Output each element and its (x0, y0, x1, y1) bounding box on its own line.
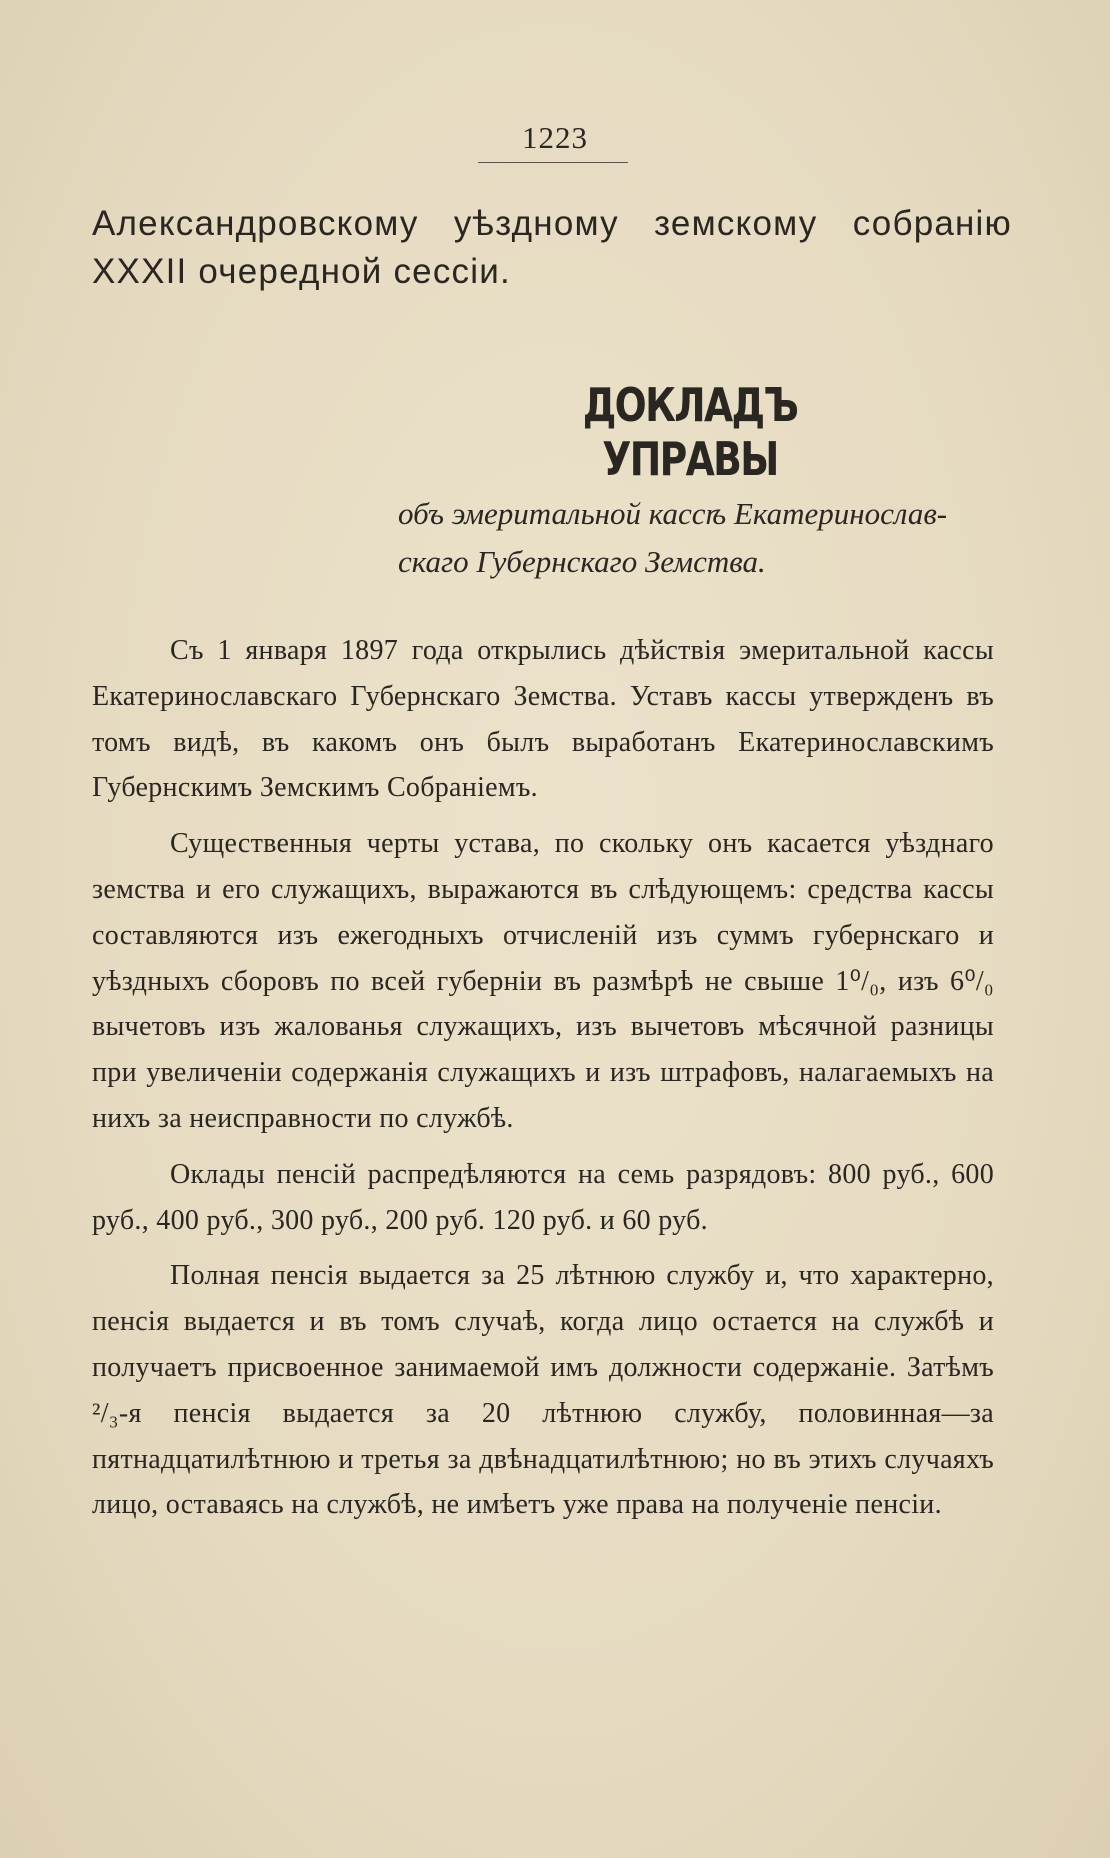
report-subtitle (398, 490, 1018, 586)
page-number-rule (478, 162, 628, 163)
paragraph-1: Съ 1 января 1897 года открылись дѣйствія эмеритальной кассы Екатеринославскаго Губернскаго Земства. Уставъ кассы утвержденъ въ томъ видѣ, въ какомъ онъ былъ выработанъ Екатеринославскимъ Губернскимъ Земскимъ Собраніемъ. (92, 635, 994, 804)
paragraph-2: Существенныя черты устава, по скольку онъ касается уѣзднаго земства и его служащихъ, выражаются въ слѣдующемъ: средства кассы составляются изъ ежегодныхъ отчисленій изъ суммъ губернскаго и уѣздныхъ сборовъ по всей губерніи въ размѣрѣ не свыше 1⁰/₀, изъ 6⁰/₀ вычетовъ изъ жалованья служащихъ, изъ вычетовъ мѣсячной разницы при увеличеніи содержанія служащихъ и изъ штрафовъ, налагаемыхъ на нихъ за неисправности по службѣ. (92, 828, 994, 1134)
paragraph-4: Полная пенсія выдается за 25 лѣтнюю службу и, что характерно, пенсія выдается и въ томъ случаѣ, когда лицо остается на службѣ и получаетъ присвоенное занимаемой имъ должности содержаніе. Затѣмъ ²/₃-я пенсія выдается за 20 лѣтнюю службу, половинная—за пятнадцатилѣтнюю и третья за двѣнадцатилѣтнюю; но въ этихъ случаяхъ лицо, оставаясь на службѣ, не имѣетъ уже права на полученіе пенсіи. (92, 1260, 994, 1521)
page-number: 1223 (522, 120, 588, 155)
subtitle-line-1: объ эмеритальной кассѣ Екатеринослав- (398, 496, 948, 531)
paragraph-3: Оклады пенсій распредѣляются на семь разрядовъ: 800 руб., 600 руб., 400 руб., 300 руб., 200 руб. 120 руб. и 60 руб. (92, 1158, 994, 1236)
body-text (92, 628, 994, 1538)
address-heading: Александровскому уѣздному земскому собранію XXXII очередной сессіи. (92, 204, 1012, 291)
subtitle-line-2: скаго Губернскаго Земства. (398, 544, 766, 579)
report-title: ДОКЛАДЪ УПРАВЫ (582, 378, 798, 486)
